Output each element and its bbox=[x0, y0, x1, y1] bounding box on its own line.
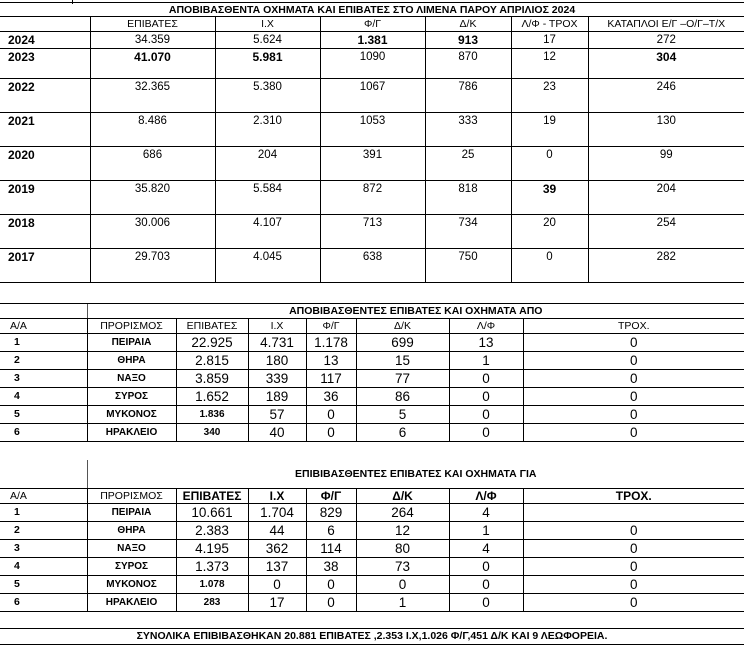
value-cell: 1.704 bbox=[248, 504, 306, 522]
value-cell: 0 bbox=[523, 352, 744, 370]
index-cell: 4 bbox=[0, 558, 87, 576]
table-row bbox=[0, 540, 744, 558]
value-cell: 39 bbox=[511, 181, 588, 215]
index-cell: 3 bbox=[0, 370, 87, 388]
table-row bbox=[0, 79, 744, 113]
value-cell: 8.486 bbox=[90, 113, 215, 147]
value-cell: 20 bbox=[511, 215, 588, 249]
value-cell: 4.107 bbox=[215, 215, 320, 249]
index-cell: 5 bbox=[0, 576, 87, 594]
value-cell bbox=[523, 504, 744, 522]
value-cell: 80 bbox=[356, 540, 449, 558]
value-cell: 204 bbox=[588, 181, 744, 215]
value-cell: 180 bbox=[248, 352, 306, 370]
value-cell: 4 bbox=[449, 540, 523, 558]
year-cell: 2023 bbox=[0, 49, 90, 79]
arrivals-by-origin-table bbox=[0, 303, 744, 442]
header-cell: Φ/Γ bbox=[320, 17, 425, 32]
value-cell: 10.661 bbox=[176, 504, 248, 522]
value-cell: 2.815 bbox=[176, 352, 248, 370]
value-cell: 6 bbox=[306, 522, 356, 540]
table-row bbox=[0, 594, 744, 612]
value-cell: 254 bbox=[588, 215, 744, 249]
table-body bbox=[0, 504, 744, 612]
value-cell: 73 bbox=[356, 558, 449, 576]
header-cell: Α/Α bbox=[0, 319, 87, 334]
header-cell: Λ/Φ - ΤΡΟΧ bbox=[511, 17, 588, 32]
value-cell: 0 bbox=[523, 388, 744, 406]
value-cell: 0 bbox=[523, 522, 744, 540]
table-row bbox=[0, 181, 744, 215]
table-body bbox=[0, 334, 744, 442]
header-row bbox=[0, 489, 744, 504]
value-cell: 32.365 bbox=[90, 79, 215, 113]
destination-cell: ΝΑΞΟ bbox=[87, 370, 176, 388]
value-cell: 0 bbox=[511, 147, 588, 181]
value-cell: 829 bbox=[306, 504, 356, 522]
value-cell: 77 bbox=[356, 370, 449, 388]
value-cell: 13 bbox=[449, 334, 523, 352]
value-cell: 86 bbox=[356, 388, 449, 406]
blank-cell bbox=[0, 304, 87, 319]
value-cell: 0 bbox=[523, 594, 744, 612]
value-cell: 0 bbox=[306, 406, 356, 424]
value-cell: 0 bbox=[523, 424, 744, 442]
value-cell: 12 bbox=[511, 49, 588, 79]
table-row bbox=[0, 424, 744, 442]
value-cell: 0 bbox=[449, 594, 523, 612]
value-cell: 699 bbox=[356, 334, 449, 352]
header-cell: Φ/Γ bbox=[306, 489, 356, 504]
table-row bbox=[0, 249, 744, 283]
index-cell: 5 bbox=[0, 406, 87, 424]
year-cell: 2020 bbox=[0, 147, 90, 181]
value-cell: 0 bbox=[306, 424, 356, 442]
value-cell: 0 bbox=[449, 576, 523, 594]
rule-segment bbox=[73, 2, 744, 3]
table-caption: ΕΠΙΒΙΒΑΣΘΕΝΤΕΣ ΕΠΙΒΑΤΕΣ ΚΑΙ ΟΧΗΜΑΤΑ ΓΙΑ bbox=[87, 460, 744, 489]
caption-row bbox=[0, 304, 744, 319]
index-cell: 2 bbox=[0, 522, 87, 540]
value-cell: 2.310 bbox=[215, 113, 320, 147]
table-row bbox=[0, 334, 744, 352]
value-cell: 1053 bbox=[320, 113, 425, 147]
value-cell: 0 bbox=[523, 370, 744, 388]
destination-cell: ΝΑΞΟ bbox=[87, 540, 176, 558]
value-cell: 4.195 bbox=[176, 540, 248, 558]
destination-cell: ΘΗΡΑ bbox=[87, 352, 176, 370]
index-cell: 4 bbox=[0, 388, 87, 406]
value-cell: 0 bbox=[523, 406, 744, 424]
table-row bbox=[0, 32, 744, 49]
destination-cell: ΘΗΡΑ bbox=[87, 522, 176, 540]
value-cell: 13 bbox=[306, 352, 356, 370]
value-cell: 23 bbox=[511, 79, 588, 113]
value-cell: 19 bbox=[511, 113, 588, 147]
value-cell: 391 bbox=[320, 147, 425, 181]
index-cell: 6 bbox=[0, 424, 87, 442]
value-cell: 339 bbox=[248, 370, 306, 388]
value-cell: 4.045 bbox=[215, 249, 320, 283]
value-cell: 1.373 bbox=[176, 558, 248, 576]
value-cell: 44 bbox=[248, 522, 306, 540]
value-cell: 282 bbox=[588, 249, 744, 283]
header-cell: ΕΠΙΒΑΤΕΣ bbox=[90, 17, 215, 32]
table-row bbox=[0, 388, 744, 406]
header-cell: Ι.Χ bbox=[248, 489, 306, 504]
value-cell: 638 bbox=[320, 249, 425, 283]
value-cell: 0 bbox=[248, 576, 306, 594]
destination-cell: ΠΕΙΡΑΙΑ bbox=[87, 504, 176, 522]
value-cell: 99 bbox=[588, 147, 744, 181]
table-row bbox=[0, 113, 744, 147]
header-cell bbox=[0, 17, 90, 32]
year-cell: 2018 bbox=[0, 215, 90, 249]
index-cell: 2 bbox=[0, 352, 87, 370]
value-cell: 0 bbox=[306, 576, 356, 594]
value-cell: 0 bbox=[306, 594, 356, 612]
value-cell: 36 bbox=[306, 388, 356, 406]
value-cell: 1 bbox=[449, 522, 523, 540]
year-cell: 2019 bbox=[0, 181, 90, 215]
header-cell: ΠΡΟΡΙΣΜΟΣ bbox=[87, 489, 176, 504]
header-cell: Ι.Χ bbox=[215, 17, 320, 32]
destination-cell: ΣΥΡΟΣ bbox=[87, 388, 176, 406]
value-cell: 35.820 bbox=[90, 181, 215, 215]
table-title-row bbox=[0, 4, 744, 17]
value-cell: 5.981 bbox=[215, 49, 320, 79]
value-cell: 0 bbox=[523, 558, 744, 576]
table-row bbox=[0, 406, 744, 424]
header-cell: Φ/Γ bbox=[306, 319, 356, 334]
header-cell: Δ/Κ bbox=[425, 17, 511, 32]
table-caption: ΑΠΟΒΙΒΑΣΘΕΝΤΕΣ ΕΠΙΒΑΤΕΣ ΚΑΙ ΟΧΗΜΑΤΑ ΑΠΟ bbox=[87, 304, 744, 319]
value-cell: 1090 bbox=[320, 49, 425, 79]
value-cell: 4.731 bbox=[248, 334, 306, 352]
value-cell: 57 bbox=[248, 406, 306, 424]
value-cell: 340 bbox=[176, 424, 248, 442]
value-cell: 0 bbox=[511, 249, 588, 283]
value-cell: 0 bbox=[523, 334, 744, 352]
value-cell: 114 bbox=[306, 540, 356, 558]
value-cell: 204 bbox=[215, 147, 320, 181]
value-cell: 12 bbox=[356, 522, 449, 540]
value-cell: 137 bbox=[248, 558, 306, 576]
year-cell: 2021 bbox=[0, 113, 90, 147]
value-cell: 4 bbox=[449, 504, 523, 522]
header-cell: ΠΡΟΡΙΣΜΟΣ bbox=[87, 319, 176, 334]
value-cell: 0 bbox=[449, 388, 523, 406]
value-cell: 189 bbox=[248, 388, 306, 406]
value-cell: 1 bbox=[449, 352, 523, 370]
yearly-arrivals-table bbox=[0, 4, 744, 283]
value-cell: 750 bbox=[425, 249, 511, 283]
table-row bbox=[0, 215, 744, 249]
value-cell: 17 bbox=[248, 594, 306, 612]
value-cell: 304 bbox=[588, 49, 744, 79]
header-row bbox=[0, 17, 744, 32]
value-cell: 1.836 bbox=[176, 406, 248, 424]
value-cell: 2.383 bbox=[176, 522, 248, 540]
value-cell: 1067 bbox=[320, 79, 425, 113]
header-cell: ΤΡΟΧ. bbox=[523, 489, 744, 504]
value-cell: 22.925 bbox=[176, 334, 248, 352]
destination-cell: ΜΥΚΟΝΟΣ bbox=[87, 406, 176, 424]
header-cell: Λ/Φ bbox=[449, 489, 523, 504]
value-cell: 30.006 bbox=[90, 215, 215, 249]
index-cell: 1 bbox=[0, 334, 87, 352]
value-cell: 0 bbox=[449, 370, 523, 388]
destination-cell: ΜΥΚΟΝΟΣ bbox=[87, 576, 176, 594]
header-cell: Α/Α bbox=[0, 489, 87, 504]
index-cell: 3 bbox=[0, 540, 87, 558]
value-cell: 734 bbox=[425, 215, 511, 249]
value-cell: 5.380 bbox=[215, 79, 320, 113]
value-cell: 25 bbox=[425, 147, 511, 181]
value-cell: 1.078 bbox=[176, 576, 248, 594]
value-cell: 0 bbox=[523, 540, 744, 558]
value-cell: 1 bbox=[356, 594, 449, 612]
header-cell: Ι.Χ bbox=[248, 319, 306, 334]
value-cell: 333 bbox=[425, 113, 511, 147]
caption-row bbox=[0, 460, 744, 489]
value-cell: 0 bbox=[523, 576, 744, 594]
value-cell: 17 bbox=[511, 32, 588, 49]
value-cell: 38 bbox=[306, 558, 356, 576]
destination-cell: ΣΥΡΟΣ bbox=[87, 558, 176, 576]
value-cell: 264 bbox=[356, 504, 449, 522]
value-cell: 283 bbox=[176, 594, 248, 612]
value-cell: 246 bbox=[588, 79, 744, 113]
header-cell: Δ/Κ bbox=[356, 489, 449, 504]
value-cell: 0 bbox=[449, 424, 523, 442]
header-cell: ΕΠΙΒΑΤΕΣ bbox=[176, 319, 248, 334]
value-cell: 786 bbox=[425, 79, 511, 113]
header-cell: ΚΑΤΑΠΛΟΙ Ε/Γ –Ο/Γ–Τ/Χ bbox=[588, 17, 744, 32]
value-cell: 913 bbox=[425, 32, 511, 49]
value-cell: 1.178 bbox=[306, 334, 356, 352]
value-cell: 0 bbox=[449, 406, 523, 424]
value-cell: 6 bbox=[356, 424, 449, 442]
value-cell: 1.652 bbox=[176, 388, 248, 406]
header-cell: ΤΡΟΧ. bbox=[523, 319, 744, 334]
value-cell: 1.381 bbox=[320, 32, 425, 49]
table-row bbox=[0, 576, 744, 594]
header-cell: Δ/Κ bbox=[356, 319, 449, 334]
value-cell: 130 bbox=[588, 113, 744, 147]
year-cell: 2024 bbox=[0, 32, 90, 49]
value-cell: 818 bbox=[425, 181, 511, 215]
header-cell: Λ/Φ bbox=[449, 319, 523, 334]
year-cell: 2022 bbox=[0, 79, 90, 113]
value-cell: 5 bbox=[356, 406, 449, 424]
table-row bbox=[0, 504, 744, 522]
value-cell: 5.624 bbox=[215, 32, 320, 49]
table-row bbox=[0, 147, 744, 181]
value-cell: 3.859 bbox=[176, 370, 248, 388]
value-cell: 870 bbox=[425, 49, 511, 79]
departures-by-destination-table bbox=[0, 460, 744, 612]
rule-segment bbox=[0, 2, 72, 3]
index-cell: 6 bbox=[0, 594, 87, 612]
value-cell: 362 bbox=[248, 540, 306, 558]
value-cell: 872 bbox=[320, 181, 425, 215]
year-cell: 2017 bbox=[0, 249, 90, 283]
table-row bbox=[0, 558, 744, 576]
value-cell: 40 bbox=[248, 424, 306, 442]
value-cell: 41.070 bbox=[90, 49, 215, 79]
value-cell: 686 bbox=[90, 147, 215, 181]
value-cell: 34.359 bbox=[90, 32, 215, 49]
destination-cell: ΠΕΙΡΑΙΑ bbox=[87, 334, 176, 352]
table-body bbox=[0, 32, 744, 283]
value-cell: 713 bbox=[320, 215, 425, 249]
table-row bbox=[0, 352, 744, 370]
index-cell: 1 bbox=[0, 504, 87, 522]
blank-cell bbox=[0, 460, 87, 489]
value-cell: 0 bbox=[356, 576, 449, 594]
value-cell: 15 bbox=[356, 352, 449, 370]
destination-cell: ΗΡΑΚΛΕΙΟ bbox=[87, 594, 176, 612]
table-row bbox=[0, 370, 744, 388]
table-row bbox=[0, 49, 744, 79]
header-cell: ΕΠΙΒΑΤΕΣ bbox=[176, 489, 248, 504]
table-row bbox=[0, 522, 744, 540]
value-cell: 29.703 bbox=[90, 249, 215, 283]
value-cell: 117 bbox=[306, 370, 356, 388]
value-cell: 5.584 bbox=[215, 181, 320, 215]
destination-cell: ΗΡΑΚΛΕΙΟ bbox=[87, 424, 176, 442]
value-cell: 272 bbox=[588, 32, 744, 49]
summary-line: ΣΥΝΟΛΙΚΑ ΕΠΙΒΙΒΑΣΘΗΚΑΝ 20.881 ΕΠΙΒΑΤΕΣ ,2.353 Ι.Χ,1.026 Φ/Γ,451 Δ/Κ ΚΑΙ 9 ΛΕΩΦΟΡΕΙΑ. bbox=[0, 628, 744, 645]
table-title: ΑΠΟΒΙΒΑΣΘΕΝΤΑ ΟΧΗΜΑΤΑ ΚΑΙ ΕΠΙΒΑΤΕΣ ΣΤΟ ΛΙΜΕΝΑ ΠΑΡΟΥ ΑΠΡΙΛΙΟΣ 2024 bbox=[0, 4, 744, 17]
header-row bbox=[0, 319, 744, 334]
value-cell: 0 bbox=[449, 558, 523, 576]
